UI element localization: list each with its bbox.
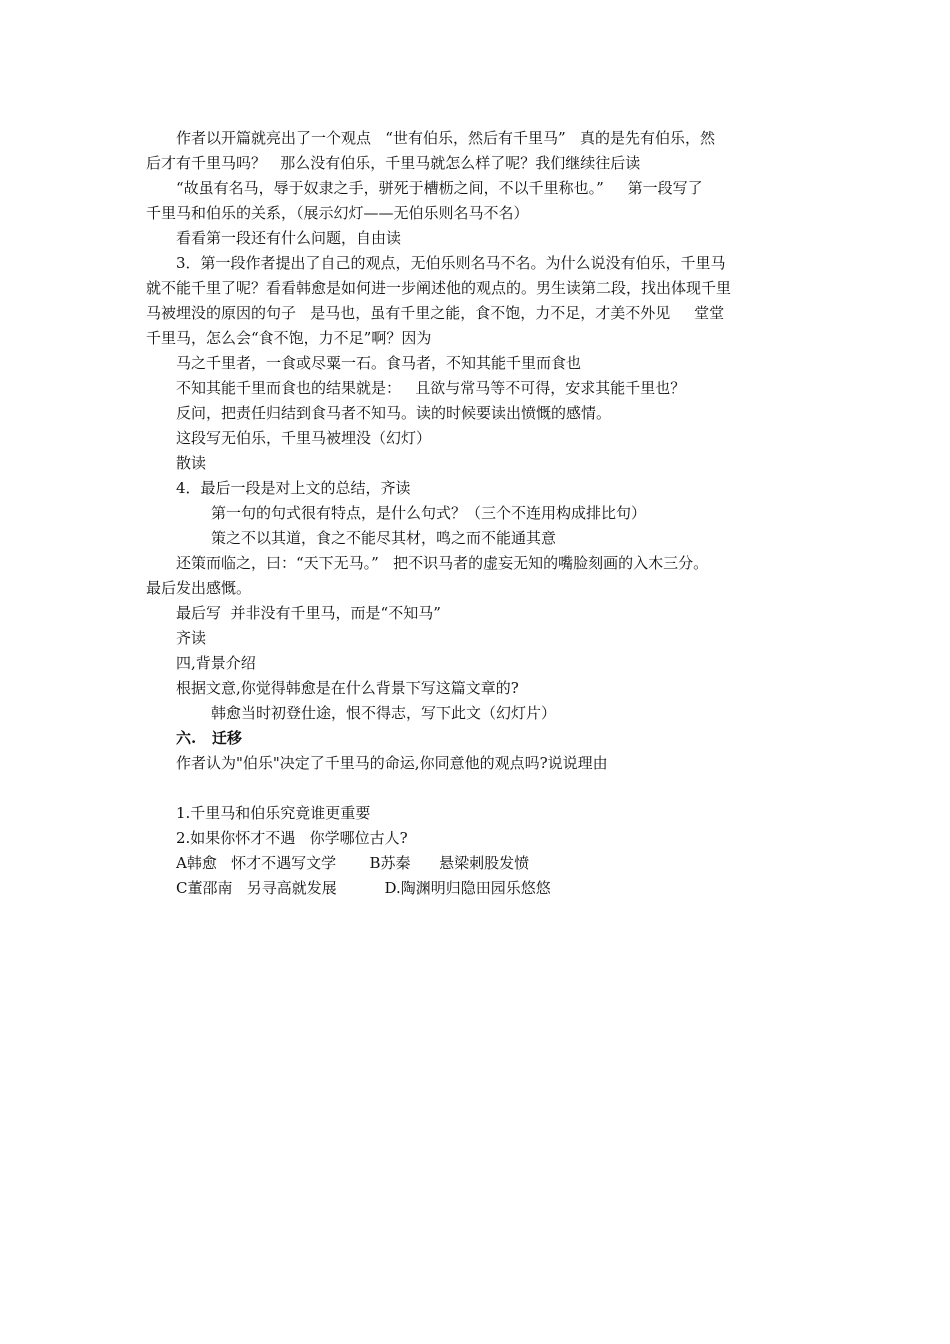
paragraph-line: 4．最后一段是对上文的总结，齐读 (176, 479, 411, 497)
paragraph-line: 就不能千里了呢？看看韩愈是如何进一步阐述他的观点的。男生读第二段，找出体现千里 (146, 279, 732, 297)
paragraph-line: 马被埋没的原因的句子 是马也，虽有千里之能，食不饱，力不足，才美不外见 堂堂 (146, 304, 725, 322)
paragraph-line: 韩愈当时初登仕途，恨不得志，写下此文（幻灯片） (211, 704, 557, 722)
paragraph-line: 作者认为"伯乐"决定了千里马的命运,你同意他的观点吗?说说理由 (176, 754, 608, 772)
paragraph-line: “故虽有名马，辱于奴隶之手，骈死于槽枥之间，不以千里称也。” 第一段写了 (176, 179, 703, 197)
paragraph-line: 不知其能千里而食也的结果就是： 且欲与常马等不可得，安求其能千里也？ (176, 379, 686, 397)
paragraph-line: 齐读 (176, 629, 207, 647)
paragraph-line: 第一句的句式很有特点，是什么句式？（三个不连用构成排比句） (211, 504, 647, 522)
paragraph-line: 作者以开篇就亮出了一个观点 “世有伯乐，然后有千里马” 真的是先有伯乐，然 (176, 129, 715, 147)
paragraph-line: 最后发出感慨。 (146, 579, 252, 597)
option-line: A韩愈 怀才不遇写文学 B苏秦 悬梁刺股发愤 (176, 854, 530, 872)
list-item: 2.如果你怀才不遇 你学哪位古人? (176, 829, 408, 847)
paragraph-line: 散读 (176, 454, 207, 472)
paragraph-line: 还策而临之，曰：“天下无马。” 把不识马者的虚妄无知的嘴脸刻画的入木三分。 (176, 554, 709, 572)
section-heading: 四,背景介绍 (176, 654, 256, 672)
paragraph-line: 千里马和伯乐的关系，（展示幻灯——无伯乐则名马不名） (146, 204, 529, 222)
paragraph-line: 马之千里者，一食或尽粟一石。食马者，不知其能千里而食也 (176, 354, 582, 372)
paragraph-line: 看看第一段还有什么问题，自由读 (176, 229, 402, 247)
paragraph-line: 这段写无伯乐，千里马被埋没（幻灯） (176, 429, 432, 447)
paragraph-line: 反问，把责任归结到食马者不知马。读的时候要读出愤慨的感情。 (176, 404, 612, 422)
paragraph-line: 最后写 并非没有千里马，而是“不知马” (176, 604, 441, 622)
list-item: 1.千里马和伯乐究竟谁更重要 (176, 804, 371, 822)
paragraph-line: 策之不以其道，食之不能尽其材，鸣之而不能通其意 (211, 529, 557, 547)
option-line: C董邵南 另寻高就发展 D.陶渊明归隐田园乐悠悠 (176, 879, 551, 897)
paragraph-line: 3．第一段作者提出了自己的观点，无伯乐则名马不名。为什么说没有伯乐，千里马 (176, 254, 726, 272)
paragraph-line: 后才有千里马吗？ 那么没有伯乐，千里马就怎么样了呢？我们继续往后读 (146, 154, 641, 172)
paragraph-line: 千里马，怎么会“食不饱，力不足”啊？因为 (146, 329, 432, 347)
section-heading: 六. 迁移 (176, 729, 242, 747)
paragraph-line: 根据文意,你觉得韩愈是在什么背景下写这篇文章的? (176, 679, 519, 697)
